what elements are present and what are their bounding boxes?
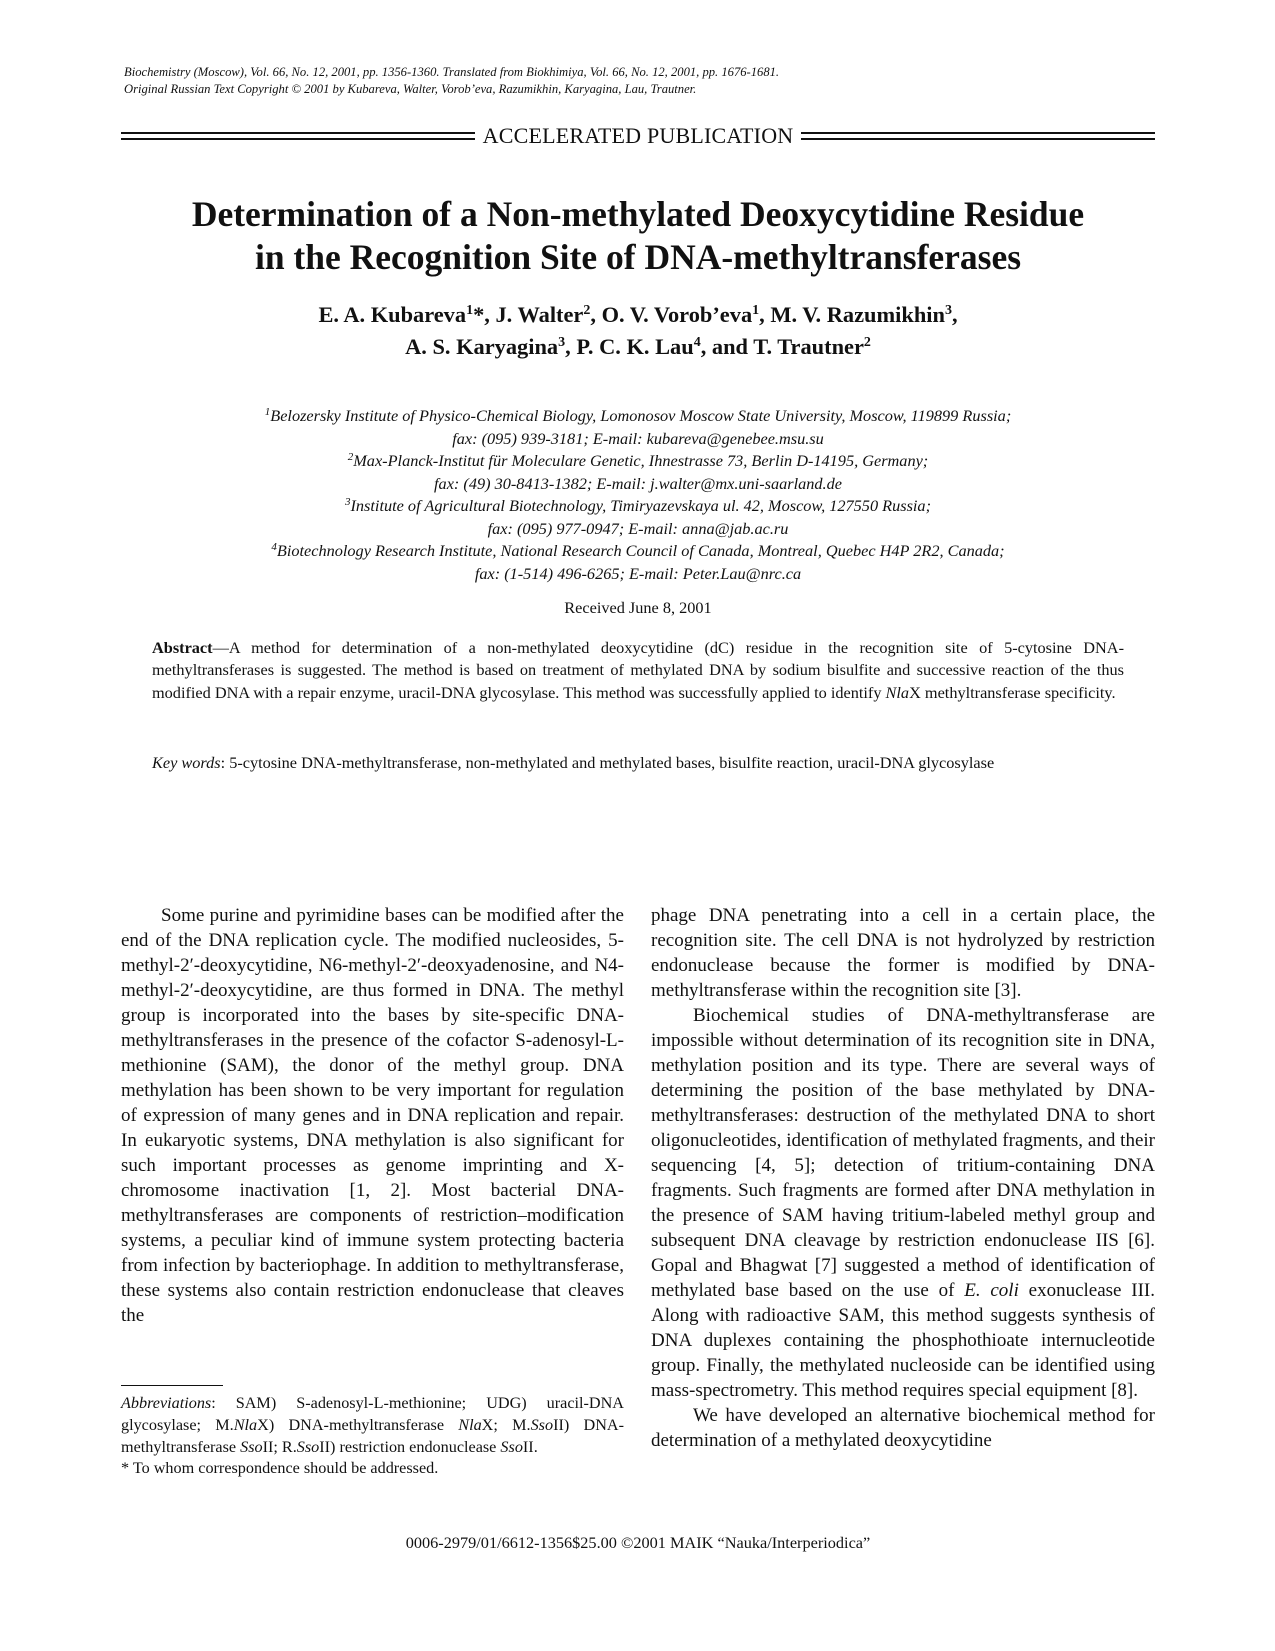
title-line: in the Recognition Site of DNA-methyltransferases — [254, 237, 1022, 277]
affiliation-address: Belozersky Institute of Physico-Chemical Biology, Lomonosov Moscow State University, Moscow, 119899 Russia; — [270, 406, 1012, 425]
body-text: Biochemical studies of DNA-methyltransferase are impossible without determination of its recognition site in DNA, methylation position and its type. There are several ways of determining the position of the base methylated by DNA-methyltransferases: destruction of the methylated DNA to short oligonucleotides, identification of methylated fragments, and their sequencing [4, 5]; detection of tritium-containing DNA fragments. Such fragments are formed after DNA methylation in the presence of SAM having tritium-labeled methyl group and subsequent DNA cleavage by restriction endonuclease IIS [6]. Gopal and Bhagwat [7] suggested a method of identification of methylated base based on the use of — [651, 1005, 1155, 1301]
copyright-line: Original Russian Text Copyright © 2001 by Kubareva, Walter, Vorob’eva, Razumikhin, Karyagina, Lau, Trautner. — [124, 82, 697, 96]
footnote-text: X) DNA-methyltransferase — [257, 1415, 459, 1434]
affiliation-number: 3 — [345, 496, 351, 508]
footnote-italic: Sso — [500, 1437, 523, 1456]
author-list — [100, 299, 1176, 363]
abstract-italic-term: Nla — [885, 682, 910, 702]
keywords-label: Key words — [152, 753, 221, 772]
author-affiliation-number: 4 — [693, 335, 701, 350]
species-name: E. coli — [964, 1280, 1019, 1301]
author-affiliation-number: 3 — [944, 303, 952, 318]
author-name: J. Walter — [495, 302, 584, 327]
abstract — [152, 637, 1124, 704]
affiliation-contact: fax: (1-514) 496-6265; E-mail: Peter.Lau@nrc.ca — [474, 563, 802, 583]
body-paragraph — [651, 1003, 1155, 1403]
copyright-footer: 0006-2979/01/6612-1356$25.00 ©2001 MAIK “Nauka/Interperiodica” — [405, 1533, 871, 1552]
affiliation-list — [100, 405, 1176, 585]
received-date: Received June 8, 2001 — [564, 598, 712, 617]
footnote-italic: Sso — [296, 1437, 320, 1456]
affiliation-address: Institute of Agricultural Biotechnology, Timiryazevskaya ul. 42, Moscow, 127550 Russia; — [350, 496, 931, 515]
footnote-italic: Sso — [530, 1415, 554, 1434]
footnote-divider — [121, 1385, 223, 1386]
footnote-text: II; R. — [262, 1437, 297, 1456]
author-affiliation-number: 2 — [583, 303, 591, 318]
footnote-italic: Sso — [240, 1437, 263, 1456]
publication-type-banner — [121, 122, 1155, 150]
banner-rule-right — [801, 132, 1155, 140]
abstract-text: —A method for determination of a non-methylated deoxycytidine (dC) residue in the recognition site of 5-cytosine DNA-methyltransferases is suggested. The method is based on treatment of methylated DNA by sodium bisulfite and successive reaction of the thus modified DNA with a repair enzyme, uracil-DNA glycosylase. This method was successfully applied to identify — [152, 638, 1124, 702]
author-affiliation-number: 1 — [466, 303, 474, 318]
body-paragraph: Some purine and pyrimidine bases can be modified after the end of the DNA replication cycle. The modified nucleosides, 5-methyl-2′-deoxycytidine, N6-methyl-2′-deoxyadenosine, and N4-methyl-2′-deoxycytidine, are thus formed in DNA. The methyl group is incorporated into the bases by site-specific DNA-methyltransferases in the presence of the cofactor S-adenosyl-L-methionine (SAM), the donor of the methyl group. DNA methylation has been shown to be very important for regulation of expression of many genes and in DNA replication and repair. In eukaryotic systems, DNA methylation is also significant for such important processes as genome imprinting and X-chromosome inactivation [1, 2]. Most bacterial DNA-methyltransferases are components of restriction–modification systems, a peculiar kind of immune system protecting bacteria from infection by bacteriophage. In addition to methyltransferase, these systems also contain restriction endonuclease that cleaves the — [121, 905, 624, 1326]
author-separator: , — [759, 302, 771, 327]
affiliation-address: Biotechnology Research Institute, National Research Council of Canada, Montreal, Quebec H4P 2R2, Canada; — [276, 541, 1005, 560]
author-name: A. S. Karyagina — [405, 334, 559, 359]
abbreviations-footnote — [121, 1393, 624, 1458]
body-text: exonuclease III. Along with radioactive SAM, this method suggests synthesis of DNA duplexes containing the phosphothioate internucleotide group. Finally, the methylated nucleoside can be identified using mass-spectrometry. This method requires special equipment [8]. — [651, 1280, 1155, 1401]
author-separator: , — [590, 302, 602, 327]
footnote-italic: Nla — [458, 1415, 482, 1434]
affiliation-address: Max-Planck-Institut für Moleculare Genetic, Ihnestrasse 73, Berlin D-14195, Germany; — [353, 451, 929, 470]
abstract-text-end: X methyltransferase specificity. — [909, 682, 1116, 702]
author-name: E. A. Kubareva — [318, 302, 467, 327]
affiliation-number: 2 — [347, 451, 354, 463]
footnote-text: II) restriction endonuclease — [319, 1437, 501, 1456]
affiliation-line — [100, 540, 1176, 563]
body-paragraph: We have developed an alternative biochemical method for determination of a methylated deoxycytidine — [651, 1405, 1155, 1451]
author-affiliation-number: 1 — [752, 303, 760, 318]
abstract-label: Abstract — [152, 638, 213, 657]
footnote-text: : SAM) S-adenosyl-L-methionine; UDG) uracil-DNA glycosylase; M. — [121, 1394, 624, 1434]
author-line — [100, 299, 1176, 331]
journal-header — [124, 64, 1164, 98]
affiliation-contact: fax: (49) 30-8413-1382; E-mail: j.walter@mx.uni-saarland.de — [434, 473, 842, 493]
author-affiliation-number: 2 — [863, 335, 871, 350]
affiliation-line — [100, 405, 1176, 428]
author-line — [100, 331, 1176, 363]
affiliation-contact: fax: (095) 977-0947; E-mail: anna@jab.ac.ru — [487, 518, 789, 538]
abbreviations-label: Abbreviations — [121, 1394, 212, 1412]
author-name: P. C. K. Lau — [576, 334, 694, 359]
keywords-text: : 5-cytosine DNA-methyltransferase, non-methylated and methylated bases, bisulfite reaction, uracil-DNA glycosylase — [220, 753, 995, 772]
author-name: O. V. Vorob’eva — [601, 302, 753, 327]
author-separator: , — [565, 334, 577, 359]
affiliation-line — [100, 450, 1176, 473]
affiliation-number: 4 — [271, 541, 277, 553]
publication-type-label: ACCELERATED PUBLICATION — [482, 123, 794, 148]
footnote-text: X; M. — [481, 1415, 531, 1434]
footnotes — [121, 1393, 624, 1480]
corresponding-author-mark: * — [473, 302, 485, 327]
author-name: T. Trautner — [753, 334, 864, 359]
footnote-text: II) DNA-methyltransferase — [121, 1415, 624, 1456]
journal-citation-line: Biochemistry (Moscow), Vol. 66, No. 12, 2001, pp. 1356-1360. Translated from Biokhimiya, Vol. 66, No. 12, 2001, pp. 1676-1681. — [124, 65, 780, 79]
author-separator: , — [951, 302, 958, 327]
footnote-italic: Nla — [233, 1415, 258, 1434]
correspondence-footnote: * To whom correspondence should be addressed. — [121, 1459, 439, 1478]
footnote-text: II. — [522, 1437, 538, 1456]
author-separator: , and — [700, 334, 754, 359]
banner-rule-left — [121, 132, 475, 140]
body-paragraph: phage DNA penetrating into a cell in a certain place, the recognition site. The cell DNA is not hydrolyzed by restriction endonuclease because the former is modified by DNA-methyltransferase within the recognition site [3]. — [651, 905, 1155, 1001]
title-line: Determination of a Non-methylated Deoxycytidine Residue — [191, 194, 1085, 234]
affiliation-line — [100, 495, 1176, 518]
author-separator: , — [484, 302, 496, 327]
body-column-left — [121, 903, 624, 1328]
affiliation-number: 1 — [264, 406, 271, 418]
body-column-right — [651, 903, 1155, 1453]
keywords — [152, 752, 1124, 774]
affiliation-contact: fax: (095) 939-3181; E-mail: kubareva@genebee.msu.su — [452, 428, 824, 448]
author-name: M. V. Razumikhin — [770, 302, 945, 327]
author-affiliation-number: 3 — [558, 335, 566, 350]
article-title — [100, 193, 1176, 279]
